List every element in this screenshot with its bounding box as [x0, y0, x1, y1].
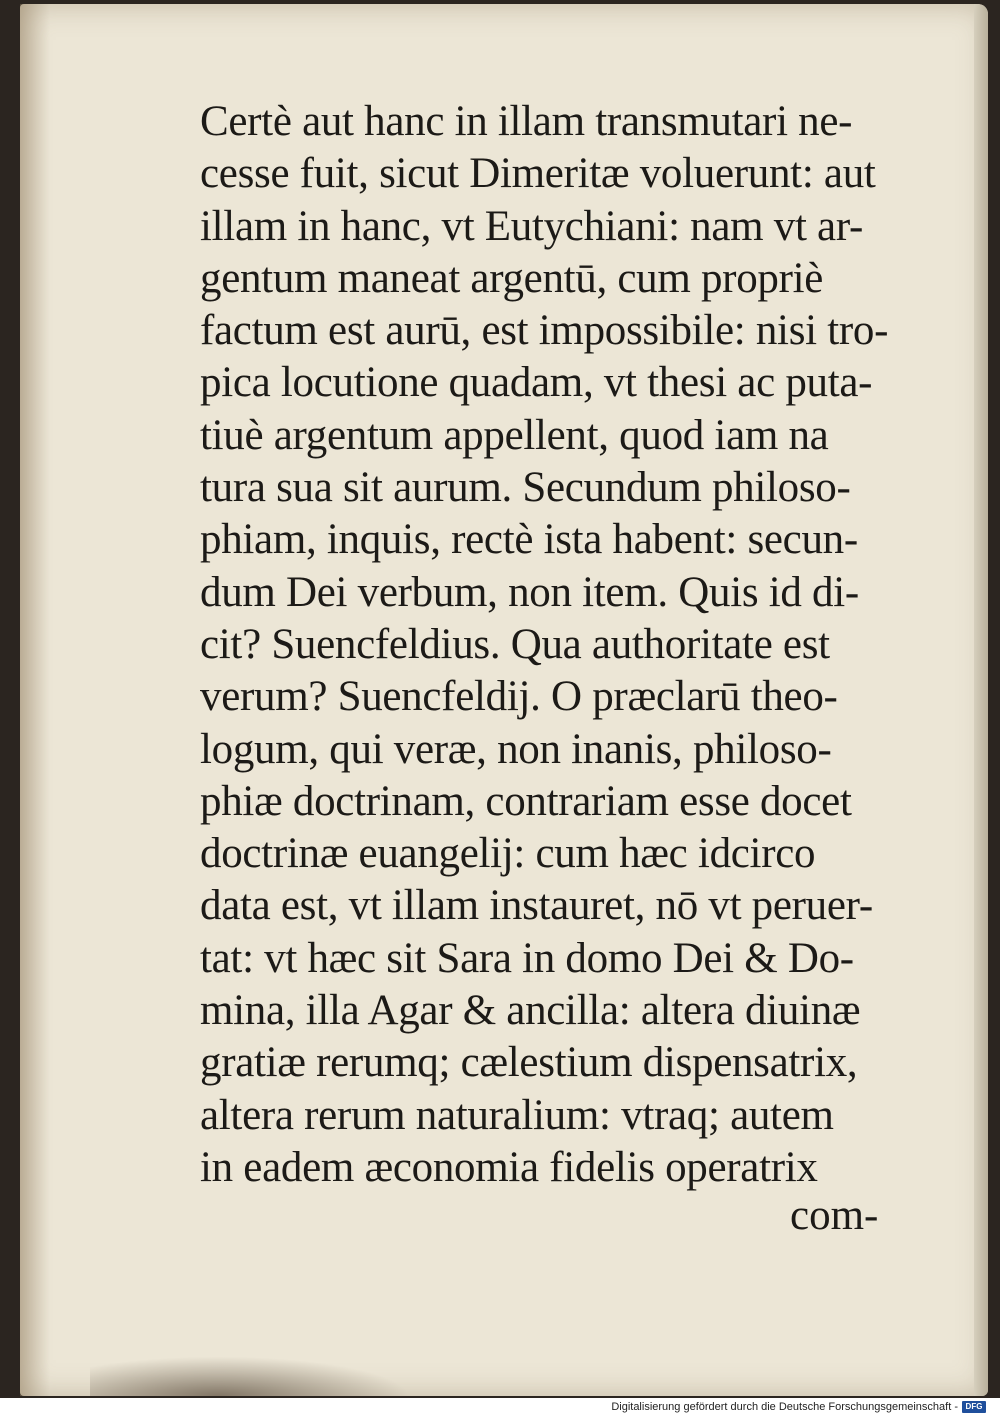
text-line: phiæ doctrinam, contrariam esse docet [200, 777, 852, 825]
text-line: logum, qui veræ, non inanis, philoso- [200, 725, 832, 773]
text-line: factum est aurū, est impossibile: nisi tro- [200, 307, 889, 355]
footer-credit: Digitalisierung gefördert durch die Deutsche Forschungsgemeinschaft - [611, 1401, 958, 1413]
text-line: in eadem æconomia fidelis operatrix [200, 1143, 818, 1191]
text-line: cesse fuit, sicut Dimeritæ voluerunt: aut [200, 150, 876, 198]
text-line: mina, illa Agar & ancilla: altera diuinæ [200, 987, 861, 1035]
text-line: data est, vt illam instauret, nō vt peruer- [200, 882, 873, 930]
text-line: pica locutione quadam, vt thesi ac puta- [200, 359, 873, 407]
text-line: Certè aut hanc in illam transmutari ne- [200, 98, 853, 145]
page-stain [90, 1356, 410, 1396]
page-edge [974, 4, 988, 1396]
text-line: verum? Suencfeldij. O præclarū theo- [200, 673, 838, 721]
text-line: cit? Suencfeldius. Qua authoritate est [200, 620, 830, 668]
text-line: gratiæ rerumq; cælestium dispensatrix, [200, 1039, 858, 1087]
text-line: dum Dei verbum, non item. Quis id di- [200, 568, 859, 616]
text-line: tat: vt hæc sit Sara in domo Dei & Do- [200, 934, 854, 982]
text-line: phiam, inquis, rectè ista habent: secun- [200, 516, 858, 564]
dfg-logo[interactable]: DFG [962, 1401, 986, 1413]
text-line: tura sua sit aurum. Secundum philoso- [200, 464, 851, 512]
text-line: gentum maneat argentū, cum propriè [200, 254, 824, 302]
text-line: doctrinæ euangelij: cum hæc idcirco [200, 830, 816, 878]
text-line: altera rerum naturalium: vtraq; autem [200, 1091, 834, 1139]
catchword: com- [790, 1192, 879, 1239]
text-line: tiuè argentum appellent, quod iam na [200, 411, 829, 459]
page-gutter-shade [20, 4, 50, 1396]
text-line: illam in hanc, vt Eutychiani: nam vt ar- [200, 202, 864, 250]
text-block [200, 96, 900, 1194]
